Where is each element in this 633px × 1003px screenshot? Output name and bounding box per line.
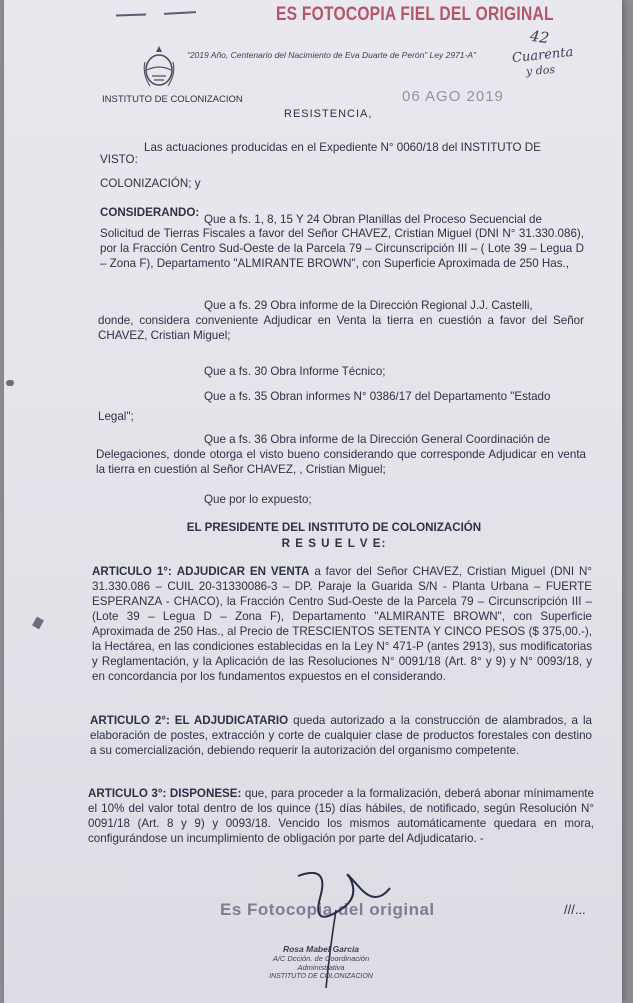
provincial-seal-icon xyxy=(142,44,176,90)
considerando-p6: Que por lo expuesto; xyxy=(204,493,312,506)
article-3-body: que, para proceder a la formalización, deberá abonar mínimamente el 10% del valor total dentro de los quince (15) días hábiles, de notificado, según Resolución N° 0091/18 (Art. 8 y 9) y 0093/18. Vencido los mismos automáticamente quedara en mora, configurándose un incumplimiento de obligación por parte del Adjudicatario. - xyxy=(88,787,594,845)
considerando-label: CONSIDERANDO: xyxy=(100,206,200,219)
certified-copy-stamp: ES FOTOCOPIA FIEL DEL ORIGINAL xyxy=(276,4,554,25)
considerando-p1-rest: Solicitud de Tierras Fiscales a favor del Señor CHAVEZ, Cristian Miguel (DNI N° 31.330.086), por la Fracción Centro Sud-Oeste de la Parcela 79 – Circunscripción III – ( Lote 39 – Legua D – Zona F), Departamento "ALMIRANTE BROWN", con Superficie Aproximada de 250 Has., xyxy=(100,227,584,270)
considerando-p2-first: Que a fs. 29 Obra informe de la Dirección Regional J.J. Castelli, xyxy=(204,299,533,312)
article-3-head: DISPONESE: xyxy=(169,787,242,800)
handwritten-folio-words: Cuarenta xyxy=(511,44,574,67)
article-1-body: a favor del Señor CHAVEZ, Cristian Miguel (DNI N° 31.330.086 – CUIL 20-31330086-3 – DP. Paraje la Guarida S/N - Planta Urbana – FUERTE ESPERANZA - CHACO), la Fracción Centro Sud-Oeste de la Parcela 79 – Circunscripción III – (Lote 39 – Legua D – Zona F), Departamento "ALMIRANTE BROWN", con Superficie Aproximada de 250 Has., al Precio de TRESCIENTOS SETENTA Y CINCO PESOS ($ 375,00.-), la Hectárea, en las condiciones establecidas en la Ley N° 471-P (antes 2913), sus modificatorias y Reglamentación, y la Aplicación de las Resoluciones N° 0091/18 (Art. 8° y 9) y N° 0093/18, y en concordancia por los fundamentos expuestos en el considerando. xyxy=(92,565,593,683)
handwritten-folio-number: 42 xyxy=(528,26,551,48)
date-stamp: 06 AGO 2019 xyxy=(402,88,504,105)
continuation-mark: ///... xyxy=(564,902,586,917)
resuelve-heading: R E S U E L V E: xyxy=(281,537,387,550)
article-1 xyxy=(92,564,592,684)
document-page xyxy=(4,0,622,1003)
city-heading: RESISTENCIA, xyxy=(284,108,373,120)
signer-area: Administrativa xyxy=(297,963,345,972)
punch-hole xyxy=(6,380,14,386)
year-legend: “2019 Año, Centenario del Nacimiento de Eva Duarte de Perón” Ley 2971-A” xyxy=(187,50,476,60)
visto-line-1: Las actuaciones producidas en el Expediente N° 0060/18 del INSTITUTO DE xyxy=(144,141,541,154)
pen-mark xyxy=(116,13,146,16)
considerando-p3: Que a fs. 30 Obra Informe Técnico; xyxy=(204,365,386,378)
article-1-head: ADJUDICAR EN VENTA xyxy=(176,565,310,578)
staple-mark xyxy=(32,617,44,630)
article-3-label: ARTICULO 3°: xyxy=(88,787,167,800)
visto-line-2: COLONIZACIÓN; y xyxy=(100,177,201,190)
considerando-p1-first: Que a fs. 1, 8, 15 Y 24 Obran Planillas del Proceso Secuencial de xyxy=(204,213,542,226)
considerando-p5-rest: Delegaciones, donde otorga el visto bueno considerando que corresponde Adjudicar en venta la tierra en cuestión al Señor CHAVEZ, , Cristian Miguel; xyxy=(96,448,586,476)
president-heading: EL PRESIDENTE DEL INSTITUTO DE COLONIZACIÓN xyxy=(186,521,482,534)
article-1-label: ARTICULO 1°: xyxy=(92,565,172,578)
visto-label: VISTO: xyxy=(100,153,138,166)
institute-name: INSTITUTO DE COLONIZACION xyxy=(102,94,243,105)
considerando-p4-rest: Legal"; xyxy=(98,410,134,423)
article-2-body: queda autorizado a la construcción de alambrados, a la elaboración de postes, extracción y corte de cualquier clase de productos forestales con destino a su comercialización, debiendo requerir la autorización del organismo competente. xyxy=(90,714,592,757)
article-2-label: ARTICULO 2°: xyxy=(90,714,170,727)
considerando-p5-first: Que a fs. 36 Obra informe de la Dirección General Coordinación de xyxy=(204,433,551,446)
pen-mark xyxy=(164,11,196,15)
article-3 xyxy=(88,786,594,846)
signer-institute: INSTITUTO DE COLONIZACION xyxy=(269,973,373,980)
signer-name: Rosa Mabel Garcia xyxy=(282,944,360,954)
considerando-p2-rest: donde, considera conveniente Adjudicar en Venta la tierra en cuestión a favor del Señor CHAVEZ, Cristian Miguel; xyxy=(98,314,584,342)
copy-stamp-footer: Es Fotocopia del original xyxy=(220,900,435,919)
signer-role: A/C Dcción. de Coordinación xyxy=(272,954,370,963)
handwritten-folio-words-2: y dos xyxy=(525,63,556,78)
considerando-p4-first: Que a fs. 35 Obran informes N° 0386/17 del Departamento "Estado xyxy=(204,390,551,403)
article-2-head: EL ADJUDICATARIO xyxy=(174,714,289,727)
article-2 xyxy=(90,713,592,758)
